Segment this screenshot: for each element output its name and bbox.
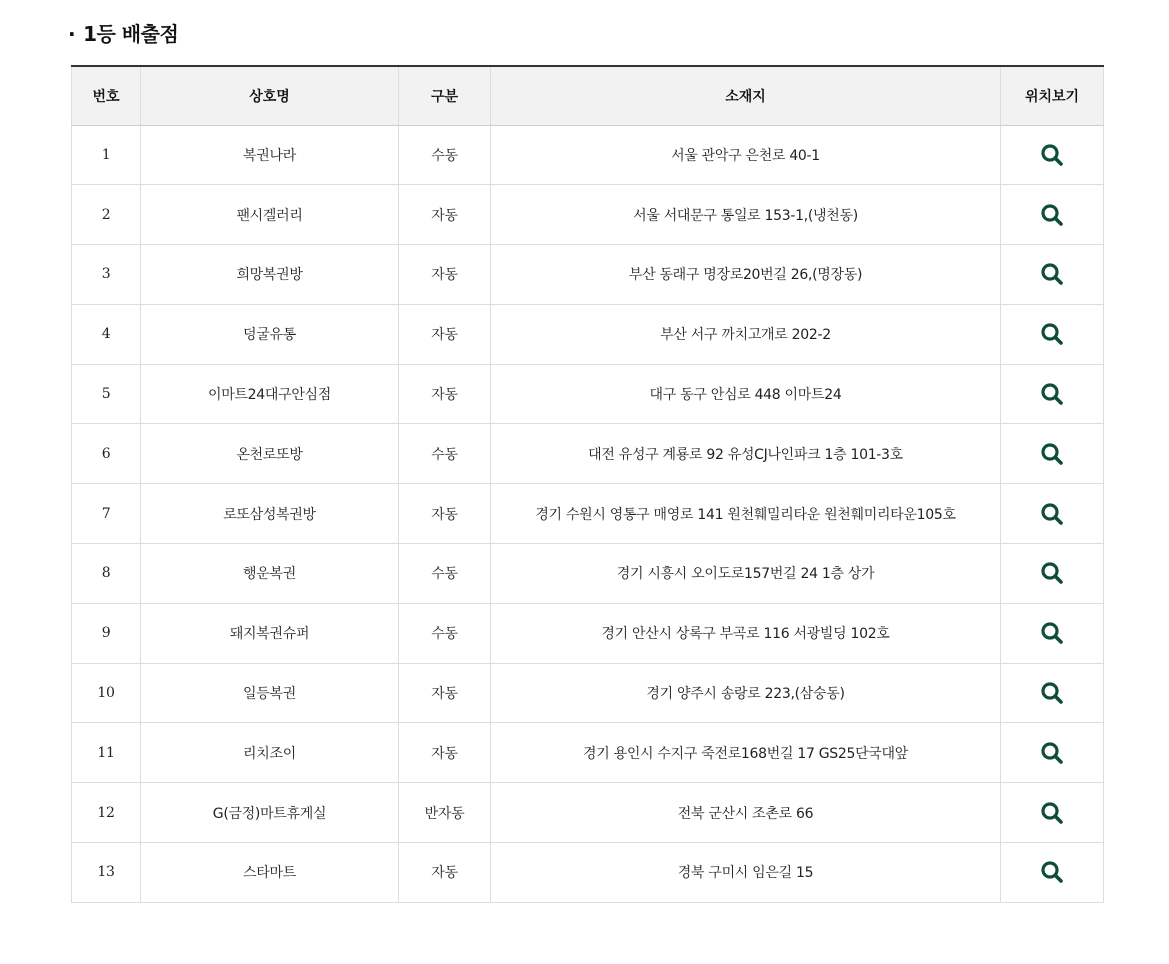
search-icon[interactable] <box>1039 680 1065 706</box>
store-address: 대전 유성구 계룡로 92 유성CJ나인파크 1층 101-3호 <box>491 424 1001 484</box>
table-row <box>72 663 1104 723</box>
store-name: 행운복권 <box>141 544 399 604</box>
search-icon[interactable] <box>1039 261 1065 287</box>
store-address: 경기 양주시 송랑로 223,(삼숭동) <box>491 663 1001 723</box>
store-name: 리치조이 <box>141 723 399 783</box>
store-address: 경기 수원시 영통구 매영로 141 원천훼밀리타운 원천훼미리타운105호 <box>491 484 1001 544</box>
view-location-button[interactable] <box>1039 441 1065 467</box>
table-row <box>72 723 1104 783</box>
row-number: 7 <box>72 484 141 544</box>
page-title: 1등 배출점 <box>83 22 179 46</box>
store-name: 온천로또방 <box>141 424 399 484</box>
row-number: 13 <box>72 843 141 903</box>
table-row <box>72 304 1104 364</box>
purchase-type: 수동 <box>399 603 491 663</box>
map-cell <box>1001 364 1104 424</box>
title-bullet: · <box>68 22 76 46</box>
view-location-button[interactable] <box>1039 859 1065 885</box>
section-title <box>68 18 178 47</box>
header-name: 상호명 <box>141 66 399 125</box>
row-number: 12 <box>72 783 141 843</box>
purchase-type: 자동 <box>399 723 491 783</box>
table-row <box>72 843 1104 903</box>
table-row <box>72 364 1104 424</box>
search-icon[interactable] <box>1039 859 1065 885</box>
store-name: 스타마트 <box>141 843 399 903</box>
row-number: 11 <box>72 723 141 783</box>
search-icon[interactable] <box>1039 620 1065 646</box>
view-location-button[interactable] <box>1039 142 1065 168</box>
header-type: 구분 <box>399 66 491 125</box>
store-address: 경북 구미시 임은길 15 <box>491 843 1001 903</box>
view-location-button[interactable] <box>1039 321 1065 347</box>
search-icon[interactable] <box>1039 441 1065 467</box>
map-cell <box>1001 304 1104 364</box>
store-name: 이마트24대구안심점 <box>141 364 399 424</box>
table-row <box>72 484 1104 544</box>
search-icon[interactable] <box>1039 202 1065 228</box>
row-number: 3 <box>72 245 141 305</box>
store-name: 복권나라 <box>141 125 399 185</box>
map-cell <box>1001 185 1104 245</box>
row-number: 9 <box>72 603 141 663</box>
store-address: 대구 동구 안심로 448 이마트24 <box>491 364 1001 424</box>
store-address: 부산 동래구 명장로20번길 26,(명장동) <box>491 245 1001 305</box>
store-address: 부산 서구 까치고개로 202-2 <box>491 304 1001 364</box>
map-cell <box>1001 783 1104 843</box>
view-location-button[interactable] <box>1039 560 1065 586</box>
row-number: 4 <box>72 304 141 364</box>
header-map: 위치보기 <box>1001 66 1104 125</box>
search-icon[interactable] <box>1039 740 1065 766</box>
search-icon[interactable] <box>1039 800 1065 826</box>
store-name: G(금정)마트휴게실 <box>141 783 399 843</box>
map-cell <box>1001 544 1104 604</box>
map-cell <box>1001 125 1104 185</box>
store-name: 일등복권 <box>141 663 399 723</box>
map-cell <box>1001 843 1104 903</box>
purchase-type: 자동 <box>399 484 491 544</box>
view-location-button[interactable] <box>1039 261 1065 287</box>
store-address: 서울 관악구 은천로 40-1 <box>491 125 1001 185</box>
row-number: 6 <box>72 424 141 484</box>
search-icon[interactable] <box>1039 560 1065 586</box>
search-icon[interactable] <box>1039 142 1065 168</box>
map-cell <box>1001 424 1104 484</box>
map-cell <box>1001 723 1104 783</box>
store-address: 경기 안산시 상록구 부곡로 116 서광빌딩 102호 <box>491 603 1001 663</box>
store-name: 팬시겔러리 <box>141 185 399 245</box>
table-row <box>72 783 1104 843</box>
search-icon[interactable] <box>1039 381 1065 407</box>
purchase-type: 자동 <box>399 245 491 305</box>
table-header-row <box>72 66 1104 125</box>
map-cell <box>1001 663 1104 723</box>
purchase-type: 자동 <box>399 663 491 723</box>
table-row <box>72 544 1104 604</box>
purchase-type: 자동 <box>399 185 491 245</box>
purchase-type: 반자동 <box>399 783 491 843</box>
search-icon[interactable] <box>1039 501 1065 527</box>
table-row <box>72 245 1104 305</box>
row-number: 2 <box>72 185 141 245</box>
store-name: 로또삼성복권방 <box>141 484 399 544</box>
store-address: 경기 용인시 수지구 죽전로168번길 17 GS25단국대앞 <box>491 723 1001 783</box>
purchase-type: 수동 <box>399 125 491 185</box>
store-name: 덩굴유통 <box>141 304 399 364</box>
view-location-button[interactable] <box>1039 620 1065 646</box>
purchase-type: 자동 <box>399 364 491 424</box>
winning-stores-table <box>71 65 1104 903</box>
map-cell <box>1001 603 1104 663</box>
purchase-type: 수동 <box>399 424 491 484</box>
store-address: 경기 시흥시 오이도로157번길 24 1층 상가 <box>491 544 1001 604</box>
store-name: 희망복권방 <box>141 245 399 305</box>
view-location-button[interactable] <box>1039 381 1065 407</box>
table-row <box>72 185 1104 245</box>
map-cell <box>1001 484 1104 544</box>
header-no: 번호 <box>72 66 141 125</box>
table-row <box>72 603 1104 663</box>
view-location-button[interactable] <box>1039 800 1065 826</box>
purchase-type: 자동 <box>399 304 491 364</box>
view-location-button[interactable] <box>1039 501 1065 527</box>
header-address: 소재지 <box>491 66 1001 125</box>
view-location-button[interactable] <box>1039 740 1065 766</box>
store-address: 전북 군산시 조촌로 66 <box>491 783 1001 843</box>
search-icon[interactable] <box>1039 321 1065 347</box>
table-body <box>72 125 1104 902</box>
table-row <box>72 125 1104 185</box>
row-number: 10 <box>72 663 141 723</box>
purchase-type: 자동 <box>399 843 491 903</box>
purchase-type: 수동 <box>399 544 491 604</box>
row-number: 1 <box>72 125 141 185</box>
map-cell <box>1001 245 1104 305</box>
table-row <box>72 424 1104 484</box>
store-address: 서울 서대문구 통일로 153-1,(냉천동) <box>491 185 1001 245</box>
row-number: 5 <box>72 364 141 424</box>
view-location-button[interactable] <box>1039 680 1065 706</box>
view-location-button[interactable] <box>1039 202 1065 228</box>
row-number: 8 <box>72 544 141 604</box>
store-name: 돼지복권슈퍼 <box>141 603 399 663</box>
